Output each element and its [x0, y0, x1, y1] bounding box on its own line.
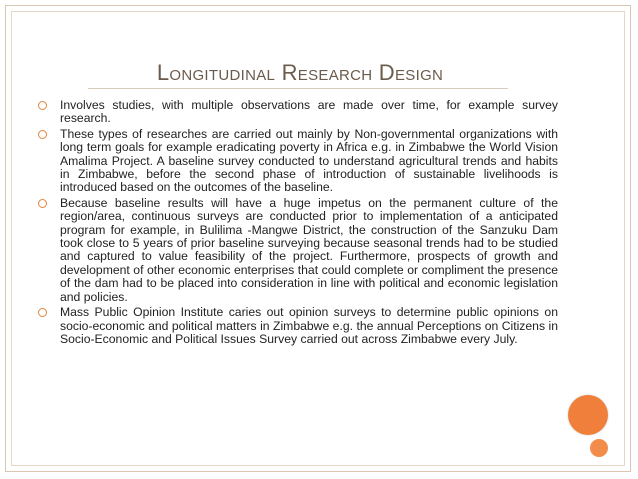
bullet-text: Involves studies, with multiple observations are made over time, for example survey research.: [60, 98, 558, 126]
bullet-ring-icon: [38, 101, 47, 110]
bullet-text: Because baseline results will have a huge impetus on the permanent culture of the region/area, continuous surveys are conducted prior to implementation of a anticipated program for example, in Bulilima -Mangwe District, the construction of the Sanzuku Dam took close to 5 years of prior baseline surveying because seasonal trends had to be studied and captured to value feasibility of the project. Furthermore, prospects of growth and development of other economic enterprises that could complete or compliment the presence of the dam had to be placed into consideration in line with political and economic legislation and policies.: [60, 195, 558, 304]
bullet-item: [38, 99, 558, 126]
slide-title: Longitudinal Research Design: [156, 60, 444, 85]
bullet-text: Mass Public Opinion Institute caries out opinion surveys to determine public opinions on socio-economic and political matters in Zimbabwe e.g. the annual Perceptions on Citizens in Socio-Economic and Political Issues Survey carried out across Zimbabwe every July.: [60, 305, 558, 346]
bullet-item: [38, 128, 558, 195]
bullet-list: [38, 99, 558, 348]
decorative-circle-large: [568, 395, 608, 435]
bullet-ring-icon: [38, 199, 47, 208]
decorative-circle-small: [590, 439, 608, 457]
bullet-text: These types of researches are carried out mainly by Non-governmental organizations with long term goals for example eradicating poverty in Africa e.g. in Zimbabwe the World Vision Amalima Project. A baseline survey conducted to understand agricultural trends and habits in Zimbabwe, before the second phase of introduction of sustainable livelihoods is introduced based on the outcomes of the baseline.: [60, 126, 558, 195]
bullet-ring-icon: [38, 308, 47, 317]
bullet-ring-icon: [38, 130, 47, 139]
bullet-item: [38, 306, 558, 346]
bullet-item: [38, 197, 558, 304]
title-underline: [88, 88, 508, 89]
